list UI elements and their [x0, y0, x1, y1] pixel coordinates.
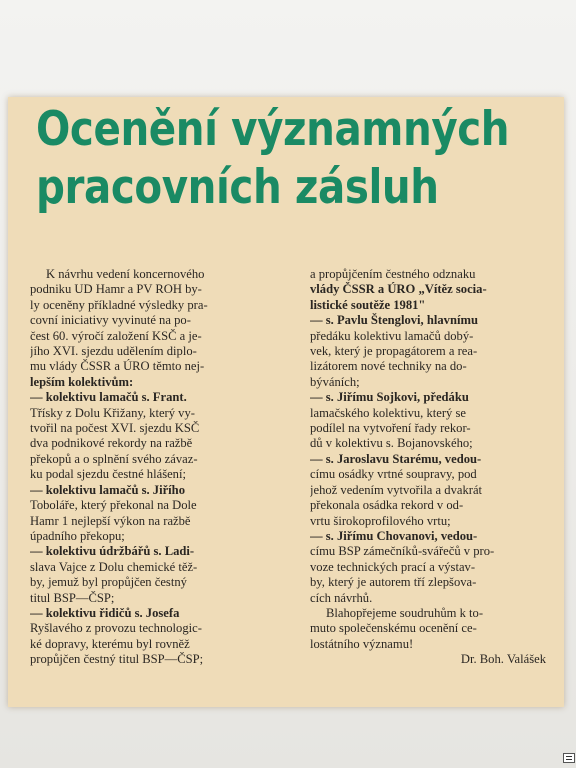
newspaper-clipping	[8, 97, 564, 707]
text-line: dva podnikové rekordy na ražbě	[30, 436, 193, 451]
text-line: ké dopravy, kterému byl rovněž	[30, 636, 190, 651]
text-line: Hamr 1 nejlepší výkon na ražbě	[30, 513, 191, 528]
text-line: dů v kolektivu s. Bojanovského;	[310, 436, 473, 451]
text-line: vrtu širokoprofilového vrtu;	[310, 513, 451, 528]
text-line: by, jemuž byl propůjčen čestný	[30, 575, 187, 590]
headline-line-2: pracovních zásluh	[36, 160, 439, 215]
text-line: podílel na vytvoření řady rekor-	[310, 421, 471, 436]
text-line: překonala osádka rekord v od-	[310, 498, 464, 513]
text-line: K návrhu vedení koncernového	[46, 267, 205, 281]
text-line: ku podal sjezdu čestné hlášení;	[30, 467, 186, 482]
headline	[36, 101, 510, 217]
text-line: mu vlády ČSSR a ÚRO těmto nej-	[30, 359, 205, 374]
text-line: jehož vedením vytvořila a dvakrát	[310, 482, 483, 497]
text-line: — s. Pavlu Štenglovi, hlavnímu	[310, 313, 478, 328]
text-line: — kolektivu lamačů s. Frant.	[30, 390, 187, 405]
text-line: propůjčen čestný titul BSP—ČSP;	[30, 652, 204, 667]
text-line: úpadního překopu;	[30, 528, 125, 543]
text-line: lostátního významu!	[310, 636, 414, 651]
text-line: muto společenskému ocenění ce-	[310, 621, 477, 636]
text-line: čest 60. výročí založení KSČ a je-	[30, 328, 202, 343]
text-line: býváních;	[310, 374, 360, 389]
author-signature: Dr. Boh. Valášek	[460, 652, 546, 667]
text-line: cích návrhů.	[310, 590, 373, 605]
text-line: slava Vajce z Dolu chemické těž-	[30, 559, 198, 574]
text-line: vlády ČSSR a ÚRO „Vítěz socia-	[310, 282, 487, 297]
article-column-left	[30, 267, 300, 668]
text-line: — s. Jiřímu Chovanovi, vedou-	[310, 528, 478, 543]
text-line: — s. Jiřímu Sojkovi, předáku	[310, 390, 469, 405]
text-line: lepším kolektivům:	[30, 374, 134, 389]
text-line: podniku UD Hamr a PV ROH by-	[30, 282, 202, 297]
text-line: a propůjčením čestného odznaku	[310, 267, 476, 281]
document-badge-icon	[563, 753, 575, 763]
text-line: jího XVI. sjezdu udělením diplo-	[30, 344, 197, 359]
text-line: — kolektivu lamačů s. Jiřího	[30, 482, 185, 497]
text-line: Blahopřejeme soudruhům k to-	[326, 605, 484, 620]
text-line: — kolektivu řidičů s. Josefa	[30, 605, 180, 620]
text-line: — s. Jaroslavu Starému, vedou-	[310, 451, 482, 466]
text-line: překopů a o splnění svého závaz-	[30, 451, 198, 466]
text-line: Ryšlavého z provozu technologic-	[30, 621, 202, 636]
headline-line-1: Ocenění významných	[36, 102, 510, 157]
text-line: Třísky z Dolu Křižany, který vy-	[30, 405, 195, 420]
text-line: lamačského kolektivu, který se	[310, 405, 466, 420]
text-line: tvořil na počest XVI. sjezdu KSČ	[30, 421, 200, 436]
text-line: vek, který je propagátorem a rea-	[310, 344, 478, 359]
text-line: by, který je autorem tří zlepšova-	[310, 575, 477, 590]
text-line: covní iniciativy vyvinuté na po-	[30, 313, 191, 328]
text-line: címu BSP zámečníků-svářečů v pro-	[310, 544, 495, 559]
text-line: — kolektivu údržbářů s. Ladi-	[30, 544, 195, 559]
text-line: lizátorem nové techniky na do-	[310, 359, 467, 374]
text-line: címu osádky vrtné soupravy, pod	[310, 467, 477, 482]
article-column-right	[310, 267, 554, 668]
text-line: listické soutěže 1981"	[310, 297, 426, 312]
text-line: voze technických prací a výstav-	[310, 559, 476, 574]
text-line: ly oceněny příkladné výsledky pra-	[30, 297, 208, 312]
text-line: Toboláře, který překonal na Dole	[30, 498, 197, 513]
text-line: titul BSP—ČSP;	[30, 590, 115, 605]
text-line: předáku kolektivu lamačů dobý-	[310, 328, 474, 343]
